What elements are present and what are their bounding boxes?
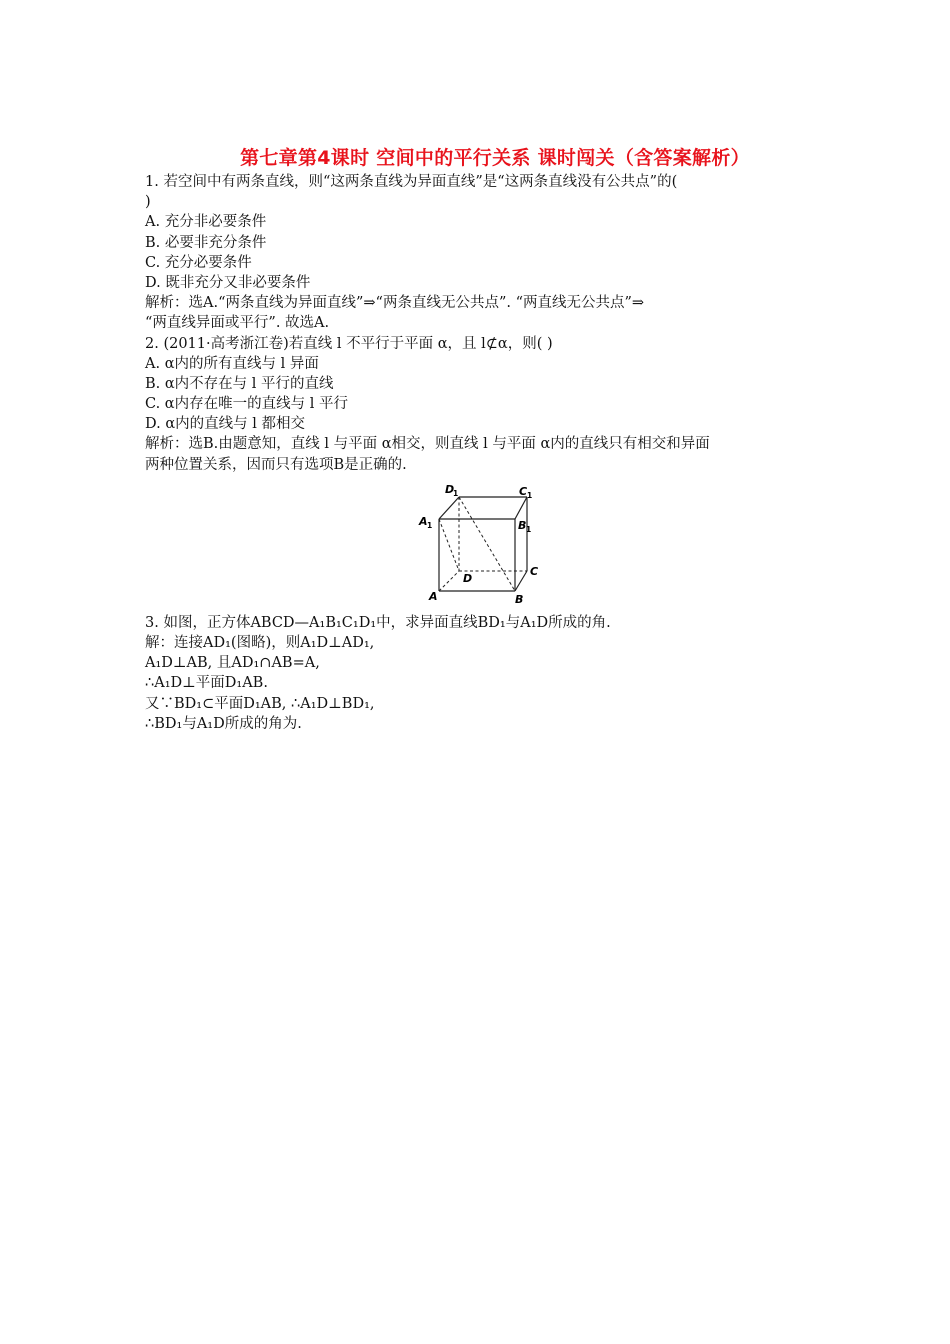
q1-option-c: C. 充分必要条件 <box>145 254 252 271</box>
q3-stem: 3. 如图，正方体ABCD—A₁B₁C₁D₁中，求异面直线BD₁与A₁D所成的角. <box>145 614 611 631</box>
q1-option-a: A. 充分非必要条件 <box>145 214 267 231</box>
label-b1: B <box>518 518 527 532</box>
label-c: C <box>530 564 539 578</box>
q2-option-c: C. α内存在唯一的直线与 l 平行 <box>145 396 348 413</box>
q2-stem: 2. (2011·高考浙江卷)若直线 l 不平行于平面 α，且 l⊄α，则( ) <box>145 335 553 352</box>
document-body <box>145 172 825 734</box>
edge-a1-d1 <box>439 497 459 519</box>
q2-option-a: A. α内的所有直线与 l 异面 <box>145 355 319 372</box>
edge-a-d-hidden <box>439 571 459 591</box>
q2-option-b: B. α内不存在与 l 平行的直线 <box>145 375 334 392</box>
label-b: B <box>515 592 524 606</box>
edge-b-c <box>515 571 527 591</box>
q1-stem-line2: ) <box>145 194 151 211</box>
label-a1: A <box>419 514 428 528</box>
q3-solution-line4: 又∵BD₁⊂平面D₁AB, ∴A₁D⊥BD₁, <box>145 695 375 712</box>
q3-solution-line3: ∴A₁D⊥平面D₁AB. <box>145 675 268 692</box>
label-d1: D <box>445 482 455 496</box>
label-d1-sub: 1 <box>453 488 459 498</box>
label-a: A <box>429 589 438 603</box>
q1-analysis-line1: 解析：选A.“两条直线为异面直线”⇒“两条直线无公共点”. “两直线无公共点”⇒ <box>145 295 645 312</box>
label-b1-sub: 1 <box>526 524 532 534</box>
q3-solution-line2: A₁D⊥AB, 且AD₁∩AB=A, <box>145 655 320 672</box>
label-c1: C <box>519 484 528 498</box>
label-c1-sub: 1 <box>527 490 533 500</box>
q1-option-d: D. 既非充分又非必要条件 <box>145 274 311 291</box>
q3-solution-line5: ∴BD₁与A₁D所成的角为. <box>145 715 302 732</box>
cube-figure <box>145 483 825 605</box>
page-title: 第七章第4课时 空间中的平行关系 课时闯关（含答案解析） <box>240 147 750 169</box>
label-a1-sub: 1 <box>427 520 433 530</box>
q1-option-b: B. 必要非充分条件 <box>145 234 267 251</box>
q2-option-d: D. α内的直线与 l 都相交 <box>145 416 305 433</box>
diag-a1d-hidden <box>439 519 459 571</box>
edge-b1-c1 <box>515 497 527 519</box>
q2-analysis-line2: 两种位置关系，因而只有选项B是正确的. <box>145 456 407 473</box>
q1-analysis-line2: “两直线异面或平行”. 故选A. <box>145 315 330 332</box>
q3-solution-line1: 解：连接AD₁(图略)，则A₁D⊥AD₁, <box>145 635 375 651</box>
q1-stem-line1: 1. 若空间中有两条直线，则“这两条直线为异面直线”是“这两条直线没有公共点”的( <box>145 174 678 190</box>
label-d: D <box>463 571 473 585</box>
q2-analysis-line1: 解析：选B.由题意知，直线 l 与平面 α相交，则直线 l 与平面 α内的直线只有相交和异面 <box>145 436 710 453</box>
cube-diagram <box>417 483 537 605</box>
